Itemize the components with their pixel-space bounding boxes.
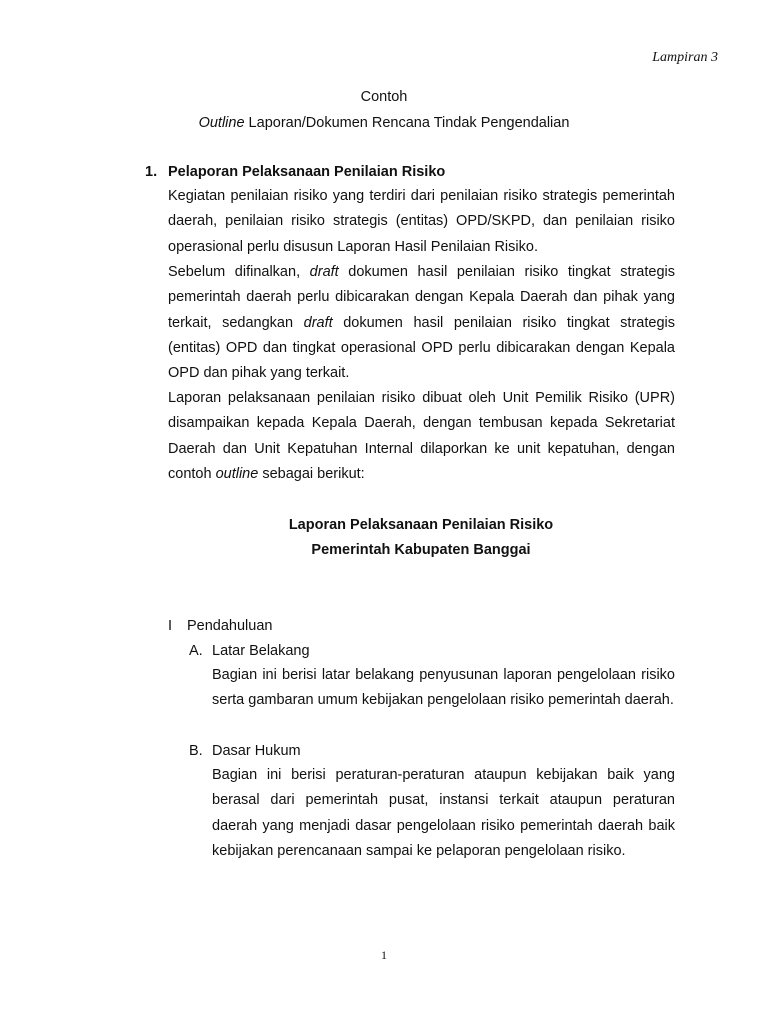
p3-text-c: sebagai berikut: xyxy=(258,465,365,482)
p3-italic-outline: outline xyxy=(215,465,259,482)
document-title-line1: Contoh xyxy=(360,89,408,105)
report-title-line2: Pemerintah Kabupaten Banggai xyxy=(311,542,531,558)
paragraph-2 xyxy=(168,260,675,386)
p2-italic-draft-2: draft xyxy=(303,314,333,331)
report-title-line1: Laporan Pelaksanaan Penilaian Risiko xyxy=(288,517,554,533)
outline-section-title: Pendahuluan xyxy=(187,618,273,634)
paragraph-1: Kegiatan penilaian risiko yang terdiri dari penilaian risiko strategis pemerintah daerah, penilaian risiko strategis (entitas) OPD/SKPD, dan penilaian risiko operasional perlu disusun Laporan Hasil Penilaian Risiko. xyxy=(168,188,675,255)
outline-a-title: Latar Belakang xyxy=(212,643,310,659)
paragraph-3 xyxy=(168,386,675,487)
title-italic-word: Outline xyxy=(198,115,245,131)
outline-b-title: Dasar Hukum xyxy=(212,743,301,759)
attachment-label: Lampiran 3 xyxy=(652,50,718,65)
section-number: 1. xyxy=(145,164,158,180)
p2-italic-draft-1: draft xyxy=(309,264,339,280)
p2-text-e: dokumen hasil penilaian risiko tingkat strategis (entitas) OPD dan tingkat operasional OPD perlu dibicarakan dengan Kepala OPD dan pihak yang terkait. xyxy=(168,314,675,382)
outline-a-label: A. xyxy=(189,643,203,659)
document-title-line2 xyxy=(0,115,768,131)
outline-b-text: Bagian ini berisi peraturan-peraturan ataupun kebijakan baik yang berasal dari pemerintah pusat, instansi terkait ataupun peraturan daerah yang menjadi dasar pengelolaan risiko pemerintah daerah baik kebijakan perencanaan sampai ke pelaporan pengelolaan risiko. xyxy=(212,767,675,859)
p2-text-c: dokumen hasil penilaian risiko tingkat strategis pemerintah daerah perlu dibicarakan dengan Kepala Daerah dan pihak yang terkait, sedangkan xyxy=(168,264,675,331)
outline-b-label: B. xyxy=(189,743,203,759)
p3-text-a: Laporan pelaksanaan penilaian risiko dibuat oleh Unit Pemilik Risiko (UPR) disampaikan kepada Kepala Daerah, dengan tembusan kepada Sekretariat Daerah dan Unit Kepatuhan Internal dilaporkan ke unit kepatuhan, dengan contoh xyxy=(168,390,675,482)
outline-a-text: Bagian ini berisi latar belakang penyusunan laporan pengelolaan risiko serta gambaran umum kebijakan pengelolaan risiko pemerintah daerah. xyxy=(212,667,675,709)
p2-text-a: Sebelum difinalkan, xyxy=(168,264,310,280)
section-heading xyxy=(145,164,445,180)
title-rest: Laporan/Dokumen Rencana Tindak Pengendalian xyxy=(244,115,570,131)
outline-roman-numeral: I xyxy=(168,618,173,634)
section-title: Pelaporan Pelaksanaan Penilaian Risiko xyxy=(168,164,446,180)
page-number: 1 xyxy=(381,948,387,962)
